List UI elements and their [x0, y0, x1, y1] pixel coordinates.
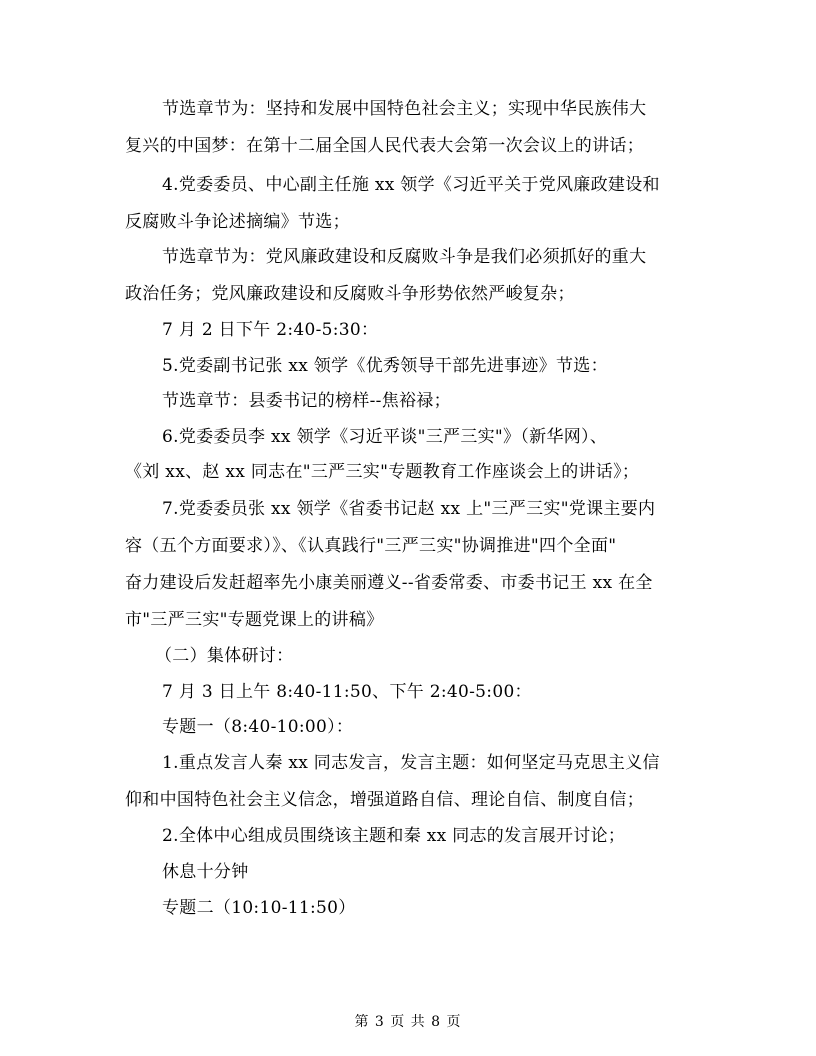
text-line: 复兴的中国梦：在第十二届全国人民代表大会第一次会议上的讲话；	[125, 136, 644, 156]
text-line: 专题二（10:10-11:50）	[162, 898, 356, 918]
text-line: 7.党委委员张 xx 领学《省委书记赵 xx 上"三严三实"党课主要内	[162, 499, 656, 519]
text-line: 休息十分钟	[162, 862, 249, 882]
section-heading: （二）集体研讨：	[155, 646, 294, 666]
text-line: 容（五个方面要求）》、《认真践行"三严三实"协调推进"四个全面"	[125, 536, 617, 556]
text-line: 1.重点发言人秦 xx 同志发言，发言主题：如何坚定马克思主义信	[162, 753, 660, 773]
text-line: 5.党委副书记张 xx 领学《优秀领导干部先进事迹》节选：	[162, 356, 608, 376]
page-number-footer: 第 3 页 共 8 页	[354, 1014, 462, 1030]
text-line: 奋力建设后发赶超率先小康美丽遵义--省委常委、市委书记王 xx 在全	[125, 573, 653, 593]
text-line: 2.全体中心组成员围绕该主题和秦 xx 同志的发言展开讨论；	[162, 826, 626, 846]
text-line: 节选章节为：党风廉政建设和反腐败斗争是我们必须抓好的重大	[162, 247, 647, 267]
text-line: 节选章节：县委书记的榜样--焦裕禄；	[162, 391, 451, 411]
text-line: 节选章节为：坚持和发展中国特色社会主义；实现中华民族伟大	[162, 99, 647, 119]
text-line: 6.党委委员李 xx 领学《习近平谈"三严三实"》（新华网）、	[162, 427, 608, 447]
text-line: 仰和中国特色社会主义信念，增强道路自信、理论自信、制度自信；	[125, 790, 644, 810]
text-line: 专题一（8:40-10:00）：	[162, 717, 354, 737]
text-line: 反腐败斗争论述摘编》节选；	[125, 212, 350, 232]
text-line: 《刘 xx、赵 xx 同志在"三严三实"专题教育工作座谈会上的讲话》；	[125, 462, 640, 482]
text-line: 4.党委委员、中心副主任施 xx 领学《习近平关于党风廉政建设和	[162, 175, 660, 195]
text-line: 政治任务；党风廉政建设和反腐败斗争形势依然严峻复杂；	[125, 284, 575, 304]
text-line: 7 月 3 日上午 8:40-11:50、下午 2:40-5:00：	[162, 682, 532, 702]
text-line: 7 月 2 日下午 2:40-5:30：	[162, 320, 379, 340]
text-line: 市"三严三实"专题党课上的讲稿》	[125, 610, 384, 630]
